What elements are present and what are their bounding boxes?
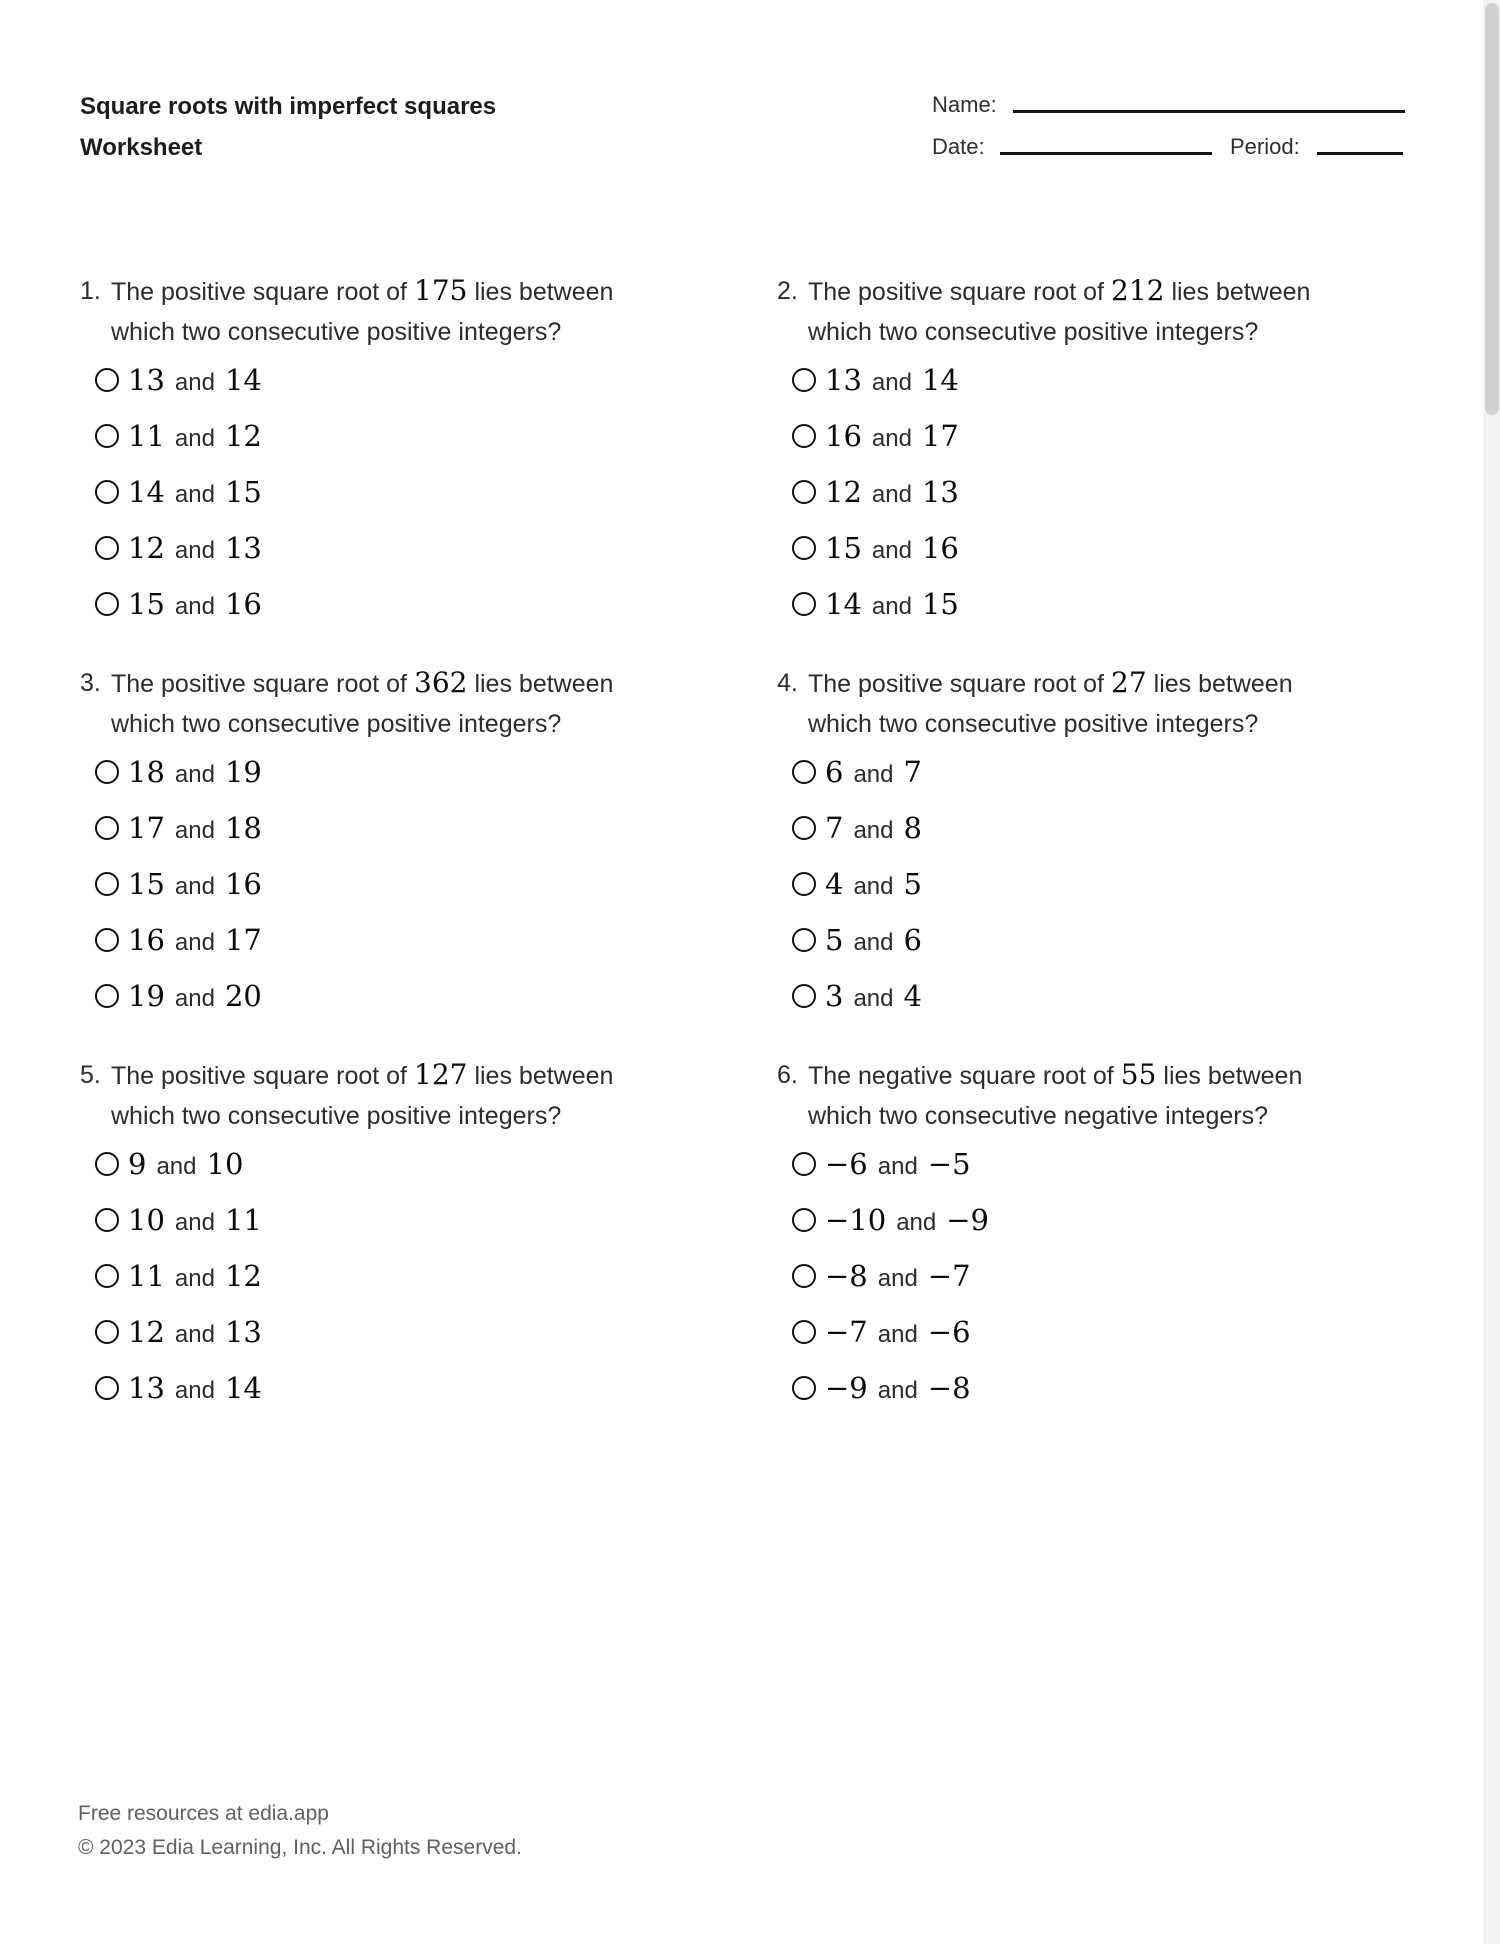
question-text xyxy=(80,663,730,744)
question-line2: which two consecutive positive integers? xyxy=(111,710,562,738)
option-label xyxy=(825,867,922,901)
answer-option[interactable] xyxy=(777,856,1427,912)
answer-option[interactable] xyxy=(80,744,730,800)
option-first-integer: 13 xyxy=(128,1371,165,1405)
radio-button-icon[interactable] xyxy=(792,872,816,896)
option-second-integer: 14 xyxy=(224,363,262,397)
option-first-integer: 13 xyxy=(128,363,165,397)
option-first-integer: −8 xyxy=(825,1259,868,1293)
option-label xyxy=(825,475,959,509)
option-second-integer: 16 xyxy=(921,531,959,565)
option-second-integer: 13 xyxy=(224,531,262,565)
scrollbar-track[interactable] xyxy=(1483,0,1500,1944)
question-body xyxy=(111,271,730,352)
option-second-integer: 16 xyxy=(224,587,262,621)
answer-option[interactable] xyxy=(777,912,1427,968)
option-label xyxy=(825,419,959,453)
option-conjunction: and xyxy=(877,1265,918,1292)
radio-button-icon[interactable] xyxy=(95,1152,119,1176)
radio-button-icon[interactable] xyxy=(792,928,816,952)
radio-button-icon[interactable] xyxy=(95,760,119,784)
option-second-integer: 14 xyxy=(224,1371,262,1405)
option-second-integer: 18 xyxy=(224,811,262,845)
radio-button-icon[interactable] xyxy=(95,984,119,1008)
option-first-integer: 17 xyxy=(128,811,165,845)
question-body xyxy=(808,663,1427,744)
option-conjunction: and xyxy=(174,1265,215,1292)
footer-copyright-text: © 2023 Edia Learning, Inc. All Rights Reserved. xyxy=(78,1836,522,1859)
question-block xyxy=(80,271,730,632)
option-label xyxy=(128,979,262,1013)
option-second-integer: −6 xyxy=(927,1315,971,1349)
answer-option[interactable] xyxy=(777,576,1427,632)
radio-button-icon[interactable] xyxy=(95,368,119,392)
question-suffix: lies between xyxy=(474,278,614,306)
option-label xyxy=(128,587,262,621)
option-first-integer: −10 xyxy=(825,1203,887,1237)
option-conjunction: and xyxy=(853,817,894,844)
option-second-integer: 6 xyxy=(903,923,922,957)
question-text xyxy=(80,271,730,352)
option-label xyxy=(128,363,262,397)
option-first-integer: 16 xyxy=(825,419,862,453)
page-footer xyxy=(78,1797,522,1865)
question-line2: which two consecutive positive integers? xyxy=(111,1102,562,1130)
option-second-integer: 10 xyxy=(206,1147,244,1181)
option-label xyxy=(825,1371,971,1405)
option-second-integer: 8 xyxy=(903,811,922,845)
radio-button-icon[interactable] xyxy=(95,1376,119,1400)
radio-button-icon[interactable] xyxy=(95,592,119,616)
option-first-integer: 19 xyxy=(128,979,165,1013)
option-conjunction: and xyxy=(871,537,912,564)
answer-option[interactable] xyxy=(777,744,1427,800)
option-conjunction: and xyxy=(174,481,215,508)
option-label xyxy=(825,587,959,621)
option-second-integer: 4 xyxy=(903,979,922,1013)
question-number: 5. xyxy=(80,1061,101,1089)
radio-button-icon[interactable] xyxy=(95,928,119,952)
option-second-integer: 15 xyxy=(224,475,262,509)
option-second-integer: −9 xyxy=(946,1203,989,1237)
option-label xyxy=(128,811,262,845)
question-number: 2. xyxy=(777,277,798,305)
option-first-integer: 12 xyxy=(825,475,862,509)
answer-option[interactable] xyxy=(777,464,1427,520)
option-conjunction: and xyxy=(174,929,215,956)
option-conjunction: and xyxy=(174,817,215,844)
option-conjunction: and xyxy=(896,1209,937,1236)
option-label xyxy=(825,1147,971,1181)
option-first-integer: 11 xyxy=(128,1259,165,1293)
option-first-integer: −9 xyxy=(825,1371,868,1405)
question-block xyxy=(80,663,730,1024)
radio-button-icon[interactable] xyxy=(792,1152,816,1176)
options-list xyxy=(80,1136,730,1416)
radio-button-icon[interactable] xyxy=(95,816,119,840)
radio-button-icon[interactable] xyxy=(95,1320,119,1344)
option-conjunction: and xyxy=(877,1153,918,1180)
option-label xyxy=(128,1147,243,1181)
footer-resources-text: Free resources at edia.app xyxy=(78,1802,329,1825)
answer-option[interactable] xyxy=(777,352,1427,408)
question-block xyxy=(777,271,1427,632)
options-list xyxy=(777,744,1427,1024)
option-first-integer: 10 xyxy=(128,1203,165,1237)
option-label xyxy=(128,1203,262,1237)
radio-button-icon[interactable] xyxy=(95,1208,119,1232)
question-radicand: 127 xyxy=(414,1058,468,1091)
option-conjunction: and xyxy=(853,985,894,1012)
radio-button-icon[interactable] xyxy=(95,536,119,560)
question-number: 4. xyxy=(777,669,798,697)
option-label xyxy=(128,923,262,957)
option-label xyxy=(128,475,262,509)
option-first-integer: 14 xyxy=(128,475,165,509)
option-second-integer: 13 xyxy=(224,1315,262,1349)
question-radicand: 55 xyxy=(1120,1058,1157,1091)
option-conjunction: and xyxy=(174,369,215,396)
question-line2: which two consecutive positive integers? xyxy=(111,318,562,346)
option-second-integer: −5 xyxy=(927,1147,971,1181)
options-list xyxy=(777,352,1427,632)
options-list xyxy=(777,1136,1427,1416)
option-first-integer: 6 xyxy=(825,755,844,789)
answer-option[interactable] xyxy=(80,352,730,408)
question-suffix: lies between xyxy=(474,670,614,698)
radio-button-icon[interactable] xyxy=(792,760,816,784)
option-conjunction: and xyxy=(853,761,894,788)
answer-option[interactable] xyxy=(80,912,730,968)
question-block xyxy=(80,1055,730,1416)
question-prefix: The positive square root of xyxy=(111,670,407,698)
question-number: 6. xyxy=(777,1061,798,1089)
name-blank-line xyxy=(1013,110,1405,113)
period-label: Period: xyxy=(1230,134,1300,159)
option-second-integer: 5 xyxy=(903,867,922,901)
option-second-integer: 15 xyxy=(921,587,959,621)
option-second-integer: 12 xyxy=(224,1259,262,1293)
option-label xyxy=(825,755,922,789)
option-second-integer: 7 xyxy=(903,755,922,789)
option-label xyxy=(825,979,922,1013)
option-first-integer: 14 xyxy=(825,587,862,621)
option-first-integer: 15 xyxy=(825,531,862,565)
option-first-integer: 12 xyxy=(128,531,165,565)
option-label xyxy=(825,1315,971,1349)
option-conjunction: and xyxy=(156,1153,197,1180)
answer-option[interactable] xyxy=(80,1192,730,1248)
answer-option[interactable] xyxy=(80,800,730,856)
option-second-integer: 19 xyxy=(224,755,262,789)
answer-option[interactable] xyxy=(777,1304,1427,1360)
option-second-integer: −8 xyxy=(927,1371,971,1405)
option-label xyxy=(128,755,262,789)
answer-option[interactable] xyxy=(80,968,730,1024)
radio-button-icon[interactable] xyxy=(792,1208,816,1232)
question-number: 1. xyxy=(80,277,101,305)
option-second-integer: 12 xyxy=(224,419,262,453)
question-radicand: 27 xyxy=(1111,666,1147,699)
options-list xyxy=(80,744,730,1024)
option-label xyxy=(825,531,959,565)
question-text xyxy=(80,1055,730,1136)
answer-option[interactable] xyxy=(80,576,730,632)
option-conjunction: and xyxy=(871,481,912,508)
radio-button-icon[interactable] xyxy=(792,536,816,560)
option-conjunction: and xyxy=(877,1377,918,1404)
option-second-integer: 11 xyxy=(224,1203,262,1237)
answer-option[interactable] xyxy=(777,408,1427,464)
question-prefix: The positive square root of xyxy=(808,670,1104,698)
question-suffix: lies between xyxy=(1171,278,1311,306)
option-first-integer: 9 xyxy=(128,1147,147,1181)
question-text xyxy=(777,663,1427,744)
option-first-integer: −6 xyxy=(825,1147,868,1181)
question-number: 3. xyxy=(80,669,101,697)
radio-button-icon[interactable] xyxy=(792,592,816,616)
question-body xyxy=(111,1055,730,1136)
option-second-integer: 17 xyxy=(921,419,959,453)
answer-option[interactable] xyxy=(80,1360,730,1416)
option-label xyxy=(128,1371,262,1405)
radio-button-icon[interactable] xyxy=(792,424,816,448)
question-prefix: The positive square root of xyxy=(111,1062,407,1090)
option-second-integer: 17 xyxy=(224,923,262,957)
answer-option[interactable] xyxy=(80,1136,730,1192)
radio-button-icon[interactable] xyxy=(95,1264,119,1288)
question-body xyxy=(111,663,730,744)
option-conjunction: and xyxy=(174,593,215,620)
question-prefix: The positive square root of xyxy=(808,278,1104,306)
radio-button-icon[interactable] xyxy=(95,872,119,896)
answer-option[interactable] xyxy=(80,520,730,576)
option-first-integer: 7 xyxy=(825,811,844,845)
option-first-integer: −7 xyxy=(825,1315,868,1349)
option-conjunction: and xyxy=(174,985,215,1012)
answer-option[interactable] xyxy=(777,1248,1427,1304)
option-second-integer: 20 xyxy=(224,979,262,1013)
answer-option[interactable] xyxy=(777,800,1427,856)
option-conjunction: and xyxy=(174,1377,215,1404)
option-first-integer: 18 xyxy=(128,755,165,789)
answer-option[interactable] xyxy=(777,520,1427,576)
option-second-integer: 16 xyxy=(224,867,262,901)
question-suffix: lies between xyxy=(1153,670,1293,698)
option-first-integer: 13 xyxy=(825,363,862,397)
option-conjunction: and xyxy=(871,369,912,396)
date-blank-line xyxy=(1000,152,1212,155)
answer-option[interactable] xyxy=(80,856,730,912)
option-conjunction: and xyxy=(174,537,215,564)
option-first-integer: 3 xyxy=(825,979,844,1013)
answer-option[interactable] xyxy=(777,968,1427,1024)
question-line2: which two consecutive negative integers? xyxy=(808,1102,1268,1130)
question-body xyxy=(808,271,1427,352)
question-radicand: 175 xyxy=(414,274,468,307)
option-label xyxy=(128,1259,262,1293)
question-block xyxy=(777,663,1427,1024)
answer-option[interactable] xyxy=(777,1360,1427,1416)
option-first-integer: 15 xyxy=(128,867,165,901)
period-blank-line xyxy=(1317,152,1403,155)
option-conjunction: and xyxy=(871,425,912,452)
option-label xyxy=(825,1203,989,1237)
radio-button-icon[interactable] xyxy=(792,984,816,1008)
option-conjunction: and xyxy=(853,929,894,956)
option-first-integer: 5 xyxy=(825,923,844,957)
option-conjunction: and xyxy=(853,873,894,900)
question-prefix: The positive square root of xyxy=(111,278,407,306)
answer-option[interactable] xyxy=(80,1248,730,1304)
option-conjunction: and xyxy=(877,1321,918,1348)
radio-button-icon[interactable] xyxy=(95,480,119,504)
radio-button-icon[interactable] xyxy=(792,1320,816,1344)
option-conjunction: and xyxy=(174,425,215,452)
option-label xyxy=(825,811,922,845)
question-prefix: The negative square root of xyxy=(808,1062,1114,1090)
option-label xyxy=(825,1259,971,1293)
answer-option[interactable] xyxy=(80,1304,730,1360)
radio-button-icon[interactable] xyxy=(792,480,816,504)
date-label: Date: xyxy=(932,134,985,159)
answer-option[interactable] xyxy=(80,464,730,520)
option-first-integer: 11 xyxy=(128,419,165,453)
page-title-line2: Worksheet xyxy=(80,134,203,161)
name-label: Name: xyxy=(932,92,997,117)
page-title-line1: Square roots with imperfect squares xyxy=(80,93,497,120)
question-line2: which two consecutive positive integers? xyxy=(808,710,1259,738)
question-suffix: lies between xyxy=(1163,1062,1303,1090)
radio-button-icon[interactable] xyxy=(792,816,816,840)
radio-button-icon[interactable] xyxy=(792,1264,816,1288)
page-title xyxy=(80,86,496,168)
option-first-integer: 16 xyxy=(128,923,165,957)
radio-button-icon[interactable] xyxy=(792,1376,816,1400)
option-label xyxy=(128,1315,262,1349)
question-radicand: 212 xyxy=(1111,274,1165,307)
question-text xyxy=(777,1055,1427,1136)
question-suffix: lies between xyxy=(474,1062,614,1090)
option-conjunction: and xyxy=(174,761,215,788)
options-list xyxy=(80,352,730,632)
option-second-integer: −7 xyxy=(927,1259,971,1293)
option-second-integer: 13 xyxy=(921,475,959,509)
radio-button-icon[interactable] xyxy=(95,424,119,448)
option-second-integer: 14 xyxy=(921,363,959,397)
radio-button-icon[interactable] xyxy=(792,368,816,392)
answer-option[interactable] xyxy=(777,1136,1427,1192)
option-label xyxy=(825,923,922,957)
option-conjunction: and xyxy=(174,1209,215,1236)
option-label xyxy=(825,363,959,397)
option-label xyxy=(128,867,262,901)
option-label xyxy=(128,531,262,565)
question-text xyxy=(777,271,1427,352)
question-body xyxy=(808,1055,1427,1136)
option-first-integer: 12 xyxy=(128,1315,165,1349)
option-first-integer: 15 xyxy=(128,587,165,621)
option-label xyxy=(128,419,262,453)
option-conjunction: and xyxy=(174,1321,215,1348)
question-line2: which two consecutive positive integers? xyxy=(808,318,1259,346)
question-radicand: 362 xyxy=(414,666,468,699)
option-first-integer: 4 xyxy=(825,867,844,901)
option-conjunction: and xyxy=(871,593,912,620)
option-conjunction: and xyxy=(174,873,215,900)
question-block xyxy=(777,1055,1427,1416)
scrollbar-thumb[interactable] xyxy=(1485,3,1499,415)
answer-option[interactable] xyxy=(777,1192,1427,1248)
answer-option[interactable] xyxy=(80,408,730,464)
